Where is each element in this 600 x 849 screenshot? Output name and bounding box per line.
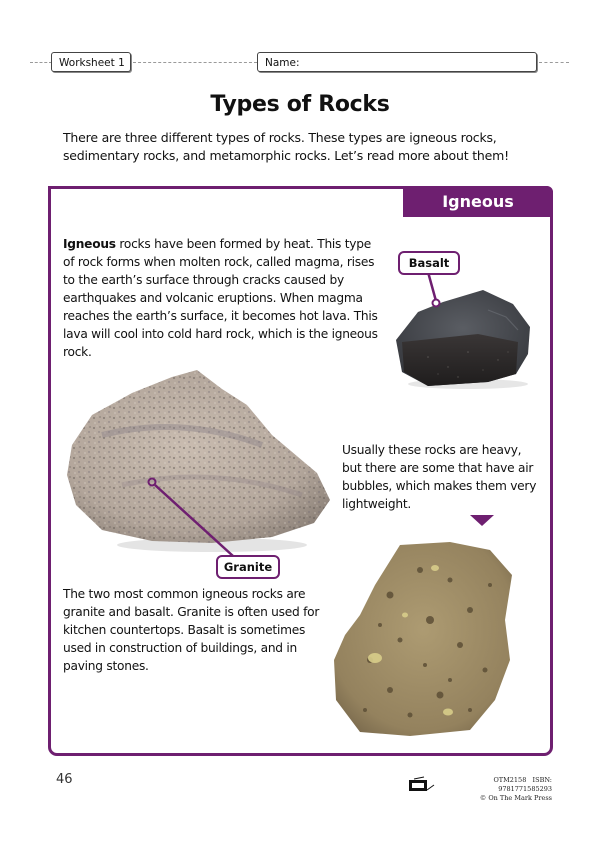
granite-label: Granite: [216, 555, 280, 579]
down-arrow-icon: [470, 515, 494, 527]
name-label: Name:: [265, 57, 300, 69]
worksheet-label-box: [51, 52, 131, 72]
copyright: © On The Mark Press: [479, 794, 552, 802]
publisher-logo-icon: [408, 776, 436, 792]
lightweight-note: Usually these rocks are heavy, but there are some that have air bubbles, which makes them very lightweight.: [342, 443, 537, 511]
worksheet-label: Worksheet 1: [59, 57, 125, 69]
header-dash-middle: [133, 62, 257, 63]
intro-text: There are three different types of rocks. These types are igneous rocks, sedimentary rocks, and metamorphic rocks. Let’s read more about them!: [63, 130, 509, 163]
igneous-bold-term: Igneous: [63, 237, 116, 251]
pumice-rock-image: [330, 540, 525, 740]
basalt-rock-image: [388, 282, 538, 392]
name-field[interactable]: [257, 52, 537, 72]
footer-publisher-info: [440, 776, 552, 803]
igneous-description-rest: rocks have been formed by heat. This type of rock forms when molten rock, called magma, rises to the earth’s surface through cracks caused by earthquakes and volcanic eruptions. When magma reaches the earth’s surface, it becomes hot lava. This lava will cool into cold hard rock, which is the igneous rock.: [63, 237, 378, 359]
basalt-label: Basalt: [398, 251, 460, 275]
page-number: 46: [56, 772, 73, 787]
product-code: OTM2158: [493, 776, 527, 784]
header-dash-left: [30, 62, 52, 63]
basalt-leader-line: [420, 270, 460, 310]
common-igneous-rocks-text: The two most common igneous rocks are granite and basalt. Granite is often used for kitchen countertops. Basalt is sometimes used in construction of buildings, and in paving stones.: [63, 587, 320, 673]
header-dash-right: [539, 62, 569, 63]
granite-leader-line: [140, 470, 250, 560]
igneous-description: [63, 235, 383, 361]
page-title: Types of Rocks: [210, 92, 390, 117]
section-tab-igneous: Igneous: [403, 186, 553, 217]
isbn: ISBN: 9781771585293: [498, 776, 552, 793]
